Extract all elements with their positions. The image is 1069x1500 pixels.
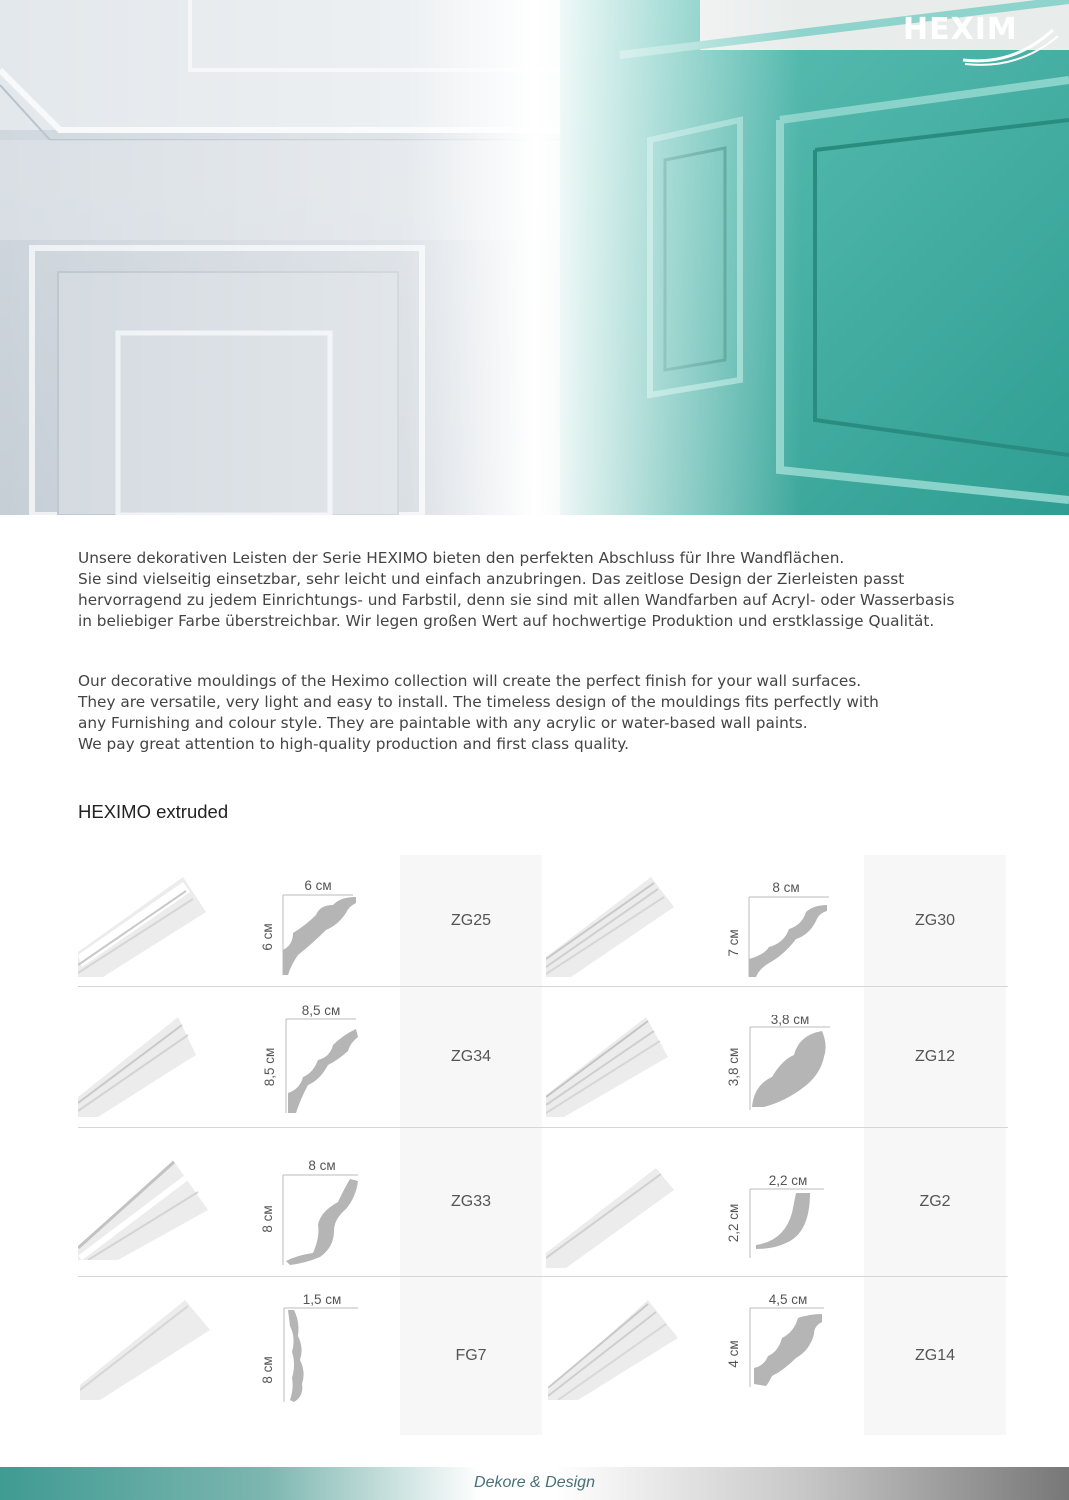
width-label: 2,2 см [768, 1173, 808, 1188]
moulding-profile [258, 875, 368, 985]
moulding-profile [258, 1157, 368, 1267]
intro-de-line: Sie sind vielseitig einsetzbar, sehr leicht und einfach anzubringen. Das zeitlose Design der Zierleisten passt [78, 570, 905, 588]
moulding-profile [724, 1292, 834, 1402]
moulding-photo [78, 1160, 208, 1260]
product-code: ZG33 [400, 1128, 542, 1276]
intro-en-line: They are versatile, very light and easy to install. The timeless design of the mouldings fits perfectly with [78, 693, 879, 711]
moulding-profile [258, 1005, 368, 1115]
intro-de-line: Unsere dekorativen Leisten der Serie HEXIMO bieten den perfekten Abschluss für Ihre Wandflächen. [78, 549, 845, 567]
product-code: ZG25 [400, 855, 542, 986]
height-label: 8 см [260, 1205, 275, 1233]
moulding-photo [78, 877, 208, 977]
logo-text: HEXIM [903, 12, 1018, 47]
hero-interior-image [0, 0, 1069, 515]
moulding-photo [546, 1168, 676, 1268]
height-label: 7 см [726, 929, 741, 957]
intro-de-line: in beliebiger Farbe überstreichbar. Wir legen großen Wert auf hochwertige Produktion und erstklassige Qualität. [78, 612, 935, 630]
product-code: ZG14 [864, 1277, 1006, 1435]
intro-english [78, 671, 1018, 755]
height-label: 6 см [260, 923, 275, 951]
width-label: 8 см [308, 1158, 336, 1173]
width-label: 1,5 см [302, 1292, 342, 1307]
moulding-photo [80, 1300, 210, 1400]
product-code: ZG30 [864, 855, 1006, 986]
hero-illustration [0, 0, 1069, 515]
moulding-profile [258, 1292, 368, 1402]
product-code: ZG34 [400, 987, 542, 1127]
footer-band [0, 1467, 1069, 1500]
width-label: 6 см [304, 878, 332, 893]
moulding-photo [546, 877, 676, 977]
intro-en-line: We pay great attention to high-quality production and first class quality. [78, 735, 629, 753]
product-code: FG7 [400, 1277, 542, 1435]
intro-en-line: any Furnishing and colour style. They are paintable with any acrylic or water-based wall paints. [78, 714, 808, 732]
moulding-photo [548, 1300, 678, 1400]
moulding-profile [724, 877, 834, 987]
product-table [78, 855, 1008, 1435]
height-label: 8 см [260, 1356, 275, 1384]
moulding-profile [724, 1173, 834, 1283]
height-label: 3,8 см [726, 1047, 741, 1087]
height-label: 8,5 см [262, 1047, 277, 1087]
intro-de-line: hervorragend zu jedem Einrichtungs- und Farbstil, denn sie sind mit allen Wandfarben auf Acryl- oder Wasserbasis [78, 591, 955, 609]
width-label: 8,5 см [301, 1005, 341, 1018]
width-label: 8 см [772, 880, 800, 895]
footer-tagline: Dekore & Design [474, 1474, 595, 1491]
moulding-photo [78, 1017, 208, 1117]
intro-en-line: Our decorative mouldings of the Heximo collection will create the perfect finish for your wall surfaces. [78, 672, 862, 690]
intro-german [78, 548, 1018, 632]
moulding-profile [724, 1015, 834, 1125]
height-label: 4 см [726, 1340, 741, 1368]
width-label: 4,5 см [768, 1292, 808, 1307]
hexim-logo [903, 8, 1063, 68]
width-label: 3,8 см [770, 1015, 810, 1027]
product-code: ZG12 [864, 987, 1006, 1127]
product-code: ZG2 [864, 1128, 1006, 1276]
section-title: HEXIMO extruded [78, 801, 229, 822]
moulding-photo [546, 1017, 676, 1117]
height-label: 2,2 см [726, 1203, 741, 1243]
